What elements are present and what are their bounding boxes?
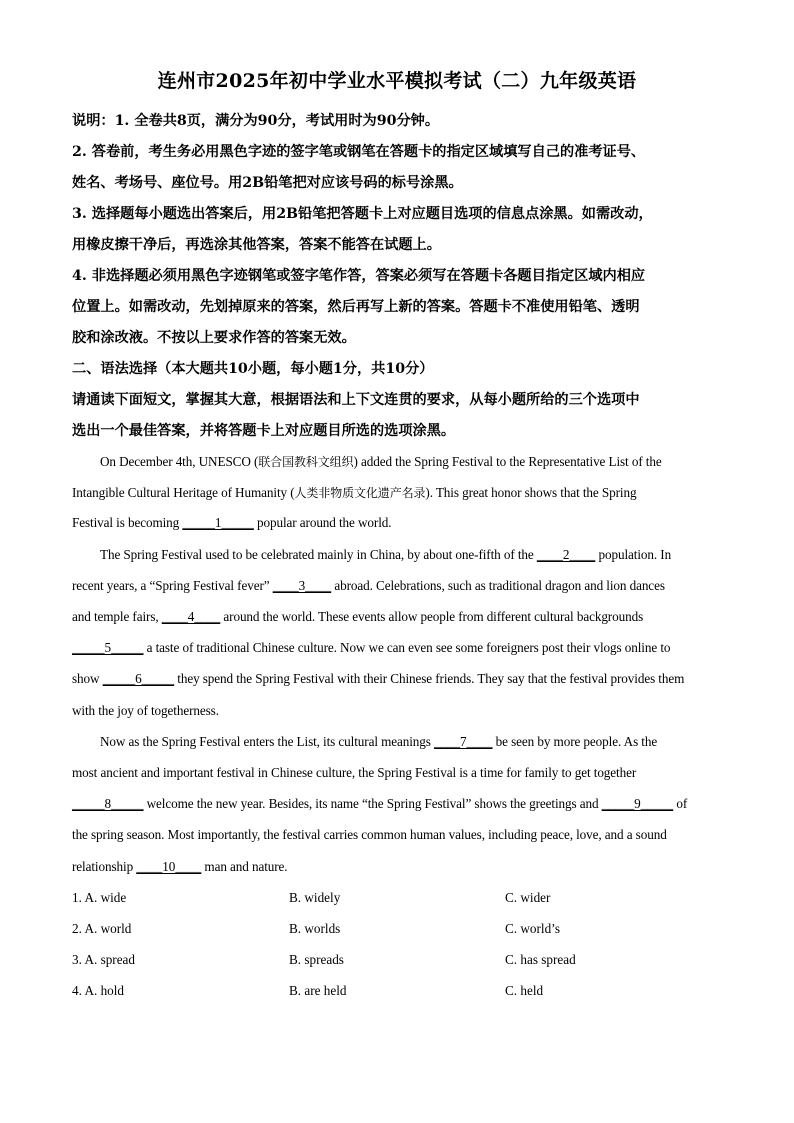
- option-b: B. spreads: [289, 952, 344, 967]
- instruction-line: 说明：1. 全卷共8页，满分为90分，考试用时为90分钟。: [72, 113, 440, 129]
- instruction-line: 位置上。如需改动，先划掉原来的答案，然后再写上新的答案。答题卡不准使用铅笔、透明: [72, 299, 640, 315]
- passage-text: Now as the Spring Festival enters the List, its cultural meanings: [100, 734, 435, 749]
- passage-line: with the joy of togetherness.: [72, 703, 219, 718]
- passage-text: popular around the world.: [253, 515, 392, 530]
- option-b: B. widely: [289, 890, 341, 905]
- passage-text: and temple fairs,: [72, 609, 162, 624]
- option-c: C. held: [505, 983, 544, 998]
- answer-blank-3: ____3____: [272, 578, 332, 593]
- passage-line: [72, 796, 732, 812]
- passage-text: abroad. Celebrations, such as traditional dragon and lion dances: [331, 578, 665, 593]
- answer-blank-8: _____8_____: [72, 796, 144, 811]
- passage-text-chinese: 人类非物质文化遗产名录: [294, 486, 426, 500]
- passage-text: show: [72, 671, 103, 686]
- passage-line: most ancient and important festival in Chinese culture, the Spring Festival is a time for family to get together: [72, 765, 637, 780]
- passage-text: welcome the new year. Besides, its name “the Spring Festival” shows the greetings and: [143, 796, 602, 811]
- option-c: C. has spread: [505, 952, 576, 967]
- answer-blank-4: ____4____: [161, 609, 221, 624]
- answer-blank-7: ____7____: [434, 734, 493, 749]
- passage-line: [72, 640, 732, 656]
- passage-line: [100, 453, 760, 470]
- section-directions-line: 请通读下面短文，掌握其大意，根据语法和上下文连贯的要求，从每小题所给的三个选项中: [72, 392, 640, 408]
- answer-blank-10: ____10____: [136, 859, 202, 874]
- option-c: C. world’s: [505, 921, 560, 936]
- option-a: 2. A. world: [72, 921, 132, 936]
- passage-text: The Spring Festival used to be celebrated mainly in China, by about one-fifth of the: [100, 547, 537, 562]
- instruction-line: 4. 非选择题必须用黑色字迹钢笔或签字笔作答，答案必须写在答题卡各题目指定区域内相应: [72, 268, 646, 284]
- passage-line: the spring season. Most importantly, the festival carries common human values, including peace, love, and a sound: [72, 827, 667, 842]
- passage-line: [72, 484, 732, 501]
- passage-text: population. In: [595, 547, 672, 562]
- answer-blank-2: ____2____: [536, 547, 596, 562]
- option-b: B. worlds: [289, 921, 341, 936]
- passage-text: ). This great honor shows that the Spring: [425, 485, 637, 500]
- section-heading: 二、语法选择（本大题共10小题，每小题1分，共10分）: [72, 361, 434, 377]
- passage-line: [72, 609, 732, 625]
- instruction-line: 用橡皮擦干净后，再选涂其他答案，答案不能答在试题上。: [72, 237, 441, 253]
- passage-text: they spend the Spring Festival with their Chinese friends. They say that the festival provides them: [174, 671, 685, 686]
- passage-text: relationship: [72, 859, 137, 874]
- passage-text: Intangible Cultural Heritage of Humanity (: [72, 485, 295, 500]
- passage-text: ) added the Spring Festival to the Representative List of the: [353, 454, 662, 469]
- option-a: 3. A. spread: [72, 952, 135, 967]
- passage-line: [72, 578, 732, 594]
- option-a: 1. A. wide: [72, 890, 127, 905]
- passage-text: a taste of traditional Chinese culture. Now we can even see some foreigners post their vlogs online to: [143, 640, 671, 655]
- passage-text: of: [673, 796, 688, 811]
- passage-text: On December 4th, UNESCO (: [100, 454, 259, 469]
- answer-blank-5: _____5_____: [72, 640, 144, 655]
- passage-line: [100, 547, 760, 563]
- instruction-line: 3. 选择题每小题选出答案后，用2B铅笔把答题卡上对应题目选项的信息点涂黑。如需改动，: [72, 206, 653, 222]
- page-title: 连州市2025年初中学业水平模拟考试（二）九年级英语: [157, 70, 637, 92]
- answer-blank-9: _____9_____: [601, 796, 674, 811]
- passage-line: [72, 515, 732, 531]
- option-a: 4. A. hold: [72, 983, 125, 998]
- passage-text: man and nature.: [201, 859, 288, 874]
- answer-blank-6: _____6_____: [102, 671, 175, 686]
- section-directions-line: 选出一个最佳答案，并将答题卡上对应题目所选的选项涂黑。: [72, 423, 456, 439]
- option-c: C. wider: [505, 890, 551, 905]
- answer-blank-1: _____1_____: [182, 515, 254, 530]
- passage-text: recent years, a “Spring Festival fever”: [72, 578, 273, 593]
- instruction-line: 姓名、考场号、座位号。用2B铅笔把对应该号码的标号涂黑。: [72, 175, 463, 191]
- passage-text: be seen by more people. As the: [492, 734, 658, 749]
- passage-text: Festival is becoming: [72, 515, 183, 530]
- passage-text-chinese: 联合国教科文组织: [258, 455, 354, 469]
- passage-line: [72, 671, 732, 687]
- passage-line: [72, 859, 732, 875]
- passage-text: around the world. These events allow people from different cultural backgrounds: [220, 609, 644, 624]
- option-b: B. are held: [289, 983, 347, 998]
- instruction-line: 胶和涂改液。不按以上要求作答的答案无效。: [72, 330, 356, 346]
- passage-line: [100, 734, 760, 750]
- instruction-line: 2. 答卷前，考生务必用黑色字迹的签字笔或钢笔在答题卡的指定区域填写自己的准考证号、: [72, 144, 646, 160]
